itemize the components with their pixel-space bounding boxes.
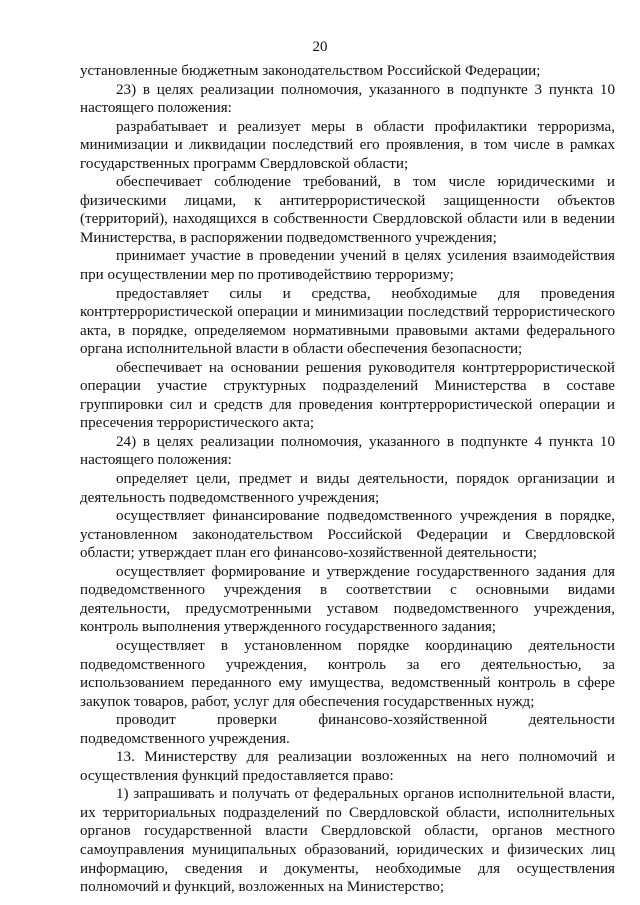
paragraph: разрабатывает и реализует меры в области профилактики терроризма, минимизации и ликвидации последствий его проявления, в том числе в рамках государственных программ Свердловской области; bbox=[80, 118, 615, 172]
paragraph: осуществляет формирование и утверждение государственного задания для подведомственного учреждения в соответствии с основными видами деятельности, предусмотренными уставом подведомственного учреждения, контроль выполнения утвержденного государственного задания; bbox=[80, 563, 615, 636]
paragraph: обеспечивает на основании решения руководителя контртеррористической операции участие структурных подразделений Министерства в составе группировки сил и средств для проведения контртеррористической операции и пресечения террористического акта; bbox=[80, 359, 615, 432]
page-number: 20 bbox=[312, 39, 328, 55]
paragraph: обеспечивает соблюдение требований, в том числе юридическими и физическими лицами, к антитеррористической защищенности объектов (территорий), находящихся в собственности Свердловской области или в ведении Министерства, в распоряжении подведомственного учреждения; bbox=[80, 174, 615, 246]
paragraph: 23) в целях реализации полномочия, указанного в подпункте 3 пункта 10 настоящего положения: bbox=[80, 81, 615, 117]
paragraph: 13. Министерству для реализации возложенных на него полномочий и осуществления функций предоставляется право: bbox=[80, 749, 615, 784]
paragraph: осуществляет финансирование подведомственного учреждения в порядке, установленном законодательством Российской Федерации и Свердловской области; утверждает план его финансово-хозяйственной деятельности; bbox=[80, 508, 615, 562]
paragraph: предоставляет силы и средства, необходимые для проведения контртеррористической операции и минимизации последствий террористического акта, в порядке, определяемом нормативными правовыми актами федерального органа исполнительной власти в области обеспечения безопасности; bbox=[80, 285, 615, 358]
paragraph: проводит проверки финансово-хозяйственной деятельности подведомственного учреждения. bbox=[80, 712, 615, 747]
paragraph: принимает участие в проведении учений в целях усиления взаимодействия при осуществлении мер по противодействию терроризму; bbox=[80, 248, 615, 284]
paragraph: 24) в целях реализации полномочия, указанного в подпункте 4 пункта 10 настоящего положения: bbox=[80, 433, 615, 469]
paragraph: установленные бюджетным законодательством Российской Федерации; bbox=[80, 63, 541, 79]
paragraph: 1) запрашивать и получать от федеральных органов исполнительной власти, их территориальных подразделений по Свердловской области, исполнительных органов государственной власти Свердловской области, органов местного самоуправления муниципальных образований, юридических и физических лиц информацию, сведения и документы, необходимые для осуществления полномочий и функций, возложенных на Министерство; bbox=[80, 786, 615, 896]
paragraph: определяет цели, предмет и виды деятельности, порядок организации и деятельность подведомственного учреждения; bbox=[80, 471, 615, 506]
paragraph: осуществляет в установленном порядке координацию деятельности подведомственного учреждения, контроль за его деятельностью, за использованием переданного ему имущества, ведомственный контроль в сфере закупок товаров, работ, услуг для обеспечения государственных нужд; bbox=[80, 637, 615, 710]
document-body bbox=[80, 62, 615, 897]
